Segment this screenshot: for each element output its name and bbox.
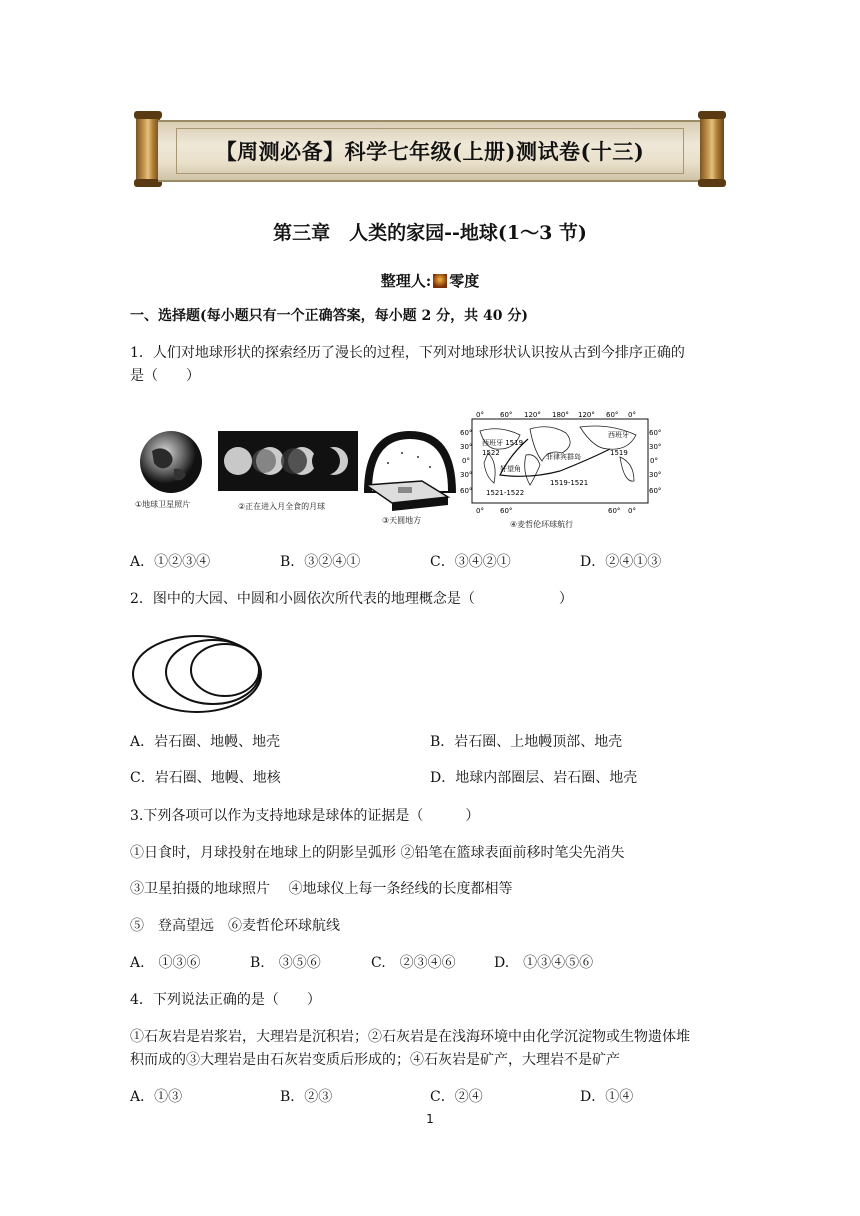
compiler-line [0, 270, 860, 291]
q2-option-a: A．岩石圈、地幔、地壳 [130, 734, 281, 750]
q1-stem-line1: 1．人们对地球形状的探索经历了漫长的过程，下列对地球形状认识按从古到今排序正确的 [130, 345, 685, 361]
q2-option-b: B．岩石圈、上地幔顶部、地壳 [430, 734, 623, 750]
q1-option-d: D．②④①③ [580, 554, 662, 570]
q4-option-c: C．②④ [430, 1089, 483, 1105]
q3-option-b: B. ③⑤⑥ [250, 955, 321, 971]
q1-caption-1: ①地球卫星照片 [135, 500, 191, 509]
svg-text:60°: 60° [460, 487, 473, 495]
svg-text:60°: 60° [500, 507, 513, 515]
page-number: 1 [426, 1112, 434, 1126]
q2-stem: 2．图中的大园、中圆和小圆依次所代表的地理概念是（ ） [130, 591, 573, 607]
svg-text:120°: 120° [524, 411, 541, 419]
compiler-prefix: 整理人: [380, 272, 432, 290]
q3-stem: 3.下列各项可以作为支持地球是球体的证据是（ ） [130, 808, 480, 824]
svg-text:30°: 30° [649, 471, 662, 479]
q2-option-c: C．岩石圈、地幔、地核 [130, 770, 281, 786]
lunar-eclipse-photo [218, 431, 358, 491]
q1-option-b: B．③②④① [280, 554, 361, 570]
q4-line2: 积而成的③大理岩是由石灰岩变质后形成的；④石灰岩是矿产，大理岩不是矿产 [130, 1052, 620, 1068]
svg-text:30°: 30° [460, 471, 473, 479]
svg-text:0°: 0° [476, 411, 484, 419]
q4-option-d: D．①④ [580, 1089, 634, 1105]
q1-option-c: C．③④②① [430, 554, 511, 570]
title-banner [136, 114, 724, 184]
q3-option-a: A. ①③⑥ [130, 955, 201, 971]
section-title: 一、选择题(每小题只有一个正确答案，每小题 2 分，共 40 分) [130, 308, 528, 324]
q4-stem: 4．下列说法正确的是（ ） [130, 992, 321, 1008]
svg-text:菲律宾群岛: 菲律宾群岛 [546, 453, 581, 461]
svg-text:30°: 30° [649, 443, 662, 451]
svg-text:西班牙 1519: 西班牙 1519 [482, 439, 524, 447]
svg-text:0°: 0° [628, 411, 636, 419]
svg-text:60°: 60° [649, 429, 662, 437]
round-sky-square-earth-image [358, 423, 458, 513]
svg-text:180°: 180° [552, 411, 569, 419]
q1-caption-4: ④麦哲伦环球航行 [510, 520, 574, 529]
svg-text:30°: 30° [460, 443, 473, 451]
svg-text:120°: 120° [578, 411, 595, 419]
q1-stem-line2: 是（ ） [130, 368, 200, 384]
svg-text:0°: 0° [462, 457, 470, 465]
svg-text:60°: 60° [500, 411, 513, 419]
svg-text:好望角: 好望角 [500, 465, 521, 473]
svg-text:0°: 0° [476, 507, 484, 515]
compiler-name: 零度 [449, 272, 480, 290]
svg-text:60°: 60° [608, 507, 621, 515]
q3-option-d: D. ①③④⑤⑥ [494, 955, 594, 971]
svg-text:1519: 1519 [610, 449, 628, 457]
magellan-route-map [460, 409, 660, 515]
svg-text:60°: 60° [460, 429, 473, 437]
q4-option-a: A．①③ [130, 1089, 183, 1105]
q1-caption-3: ③天圆地方 [382, 516, 422, 525]
q2-option-d: D．地球内部圈层、岩石圈、地壳 [430, 770, 638, 786]
q1-option-a: A．①②③④ [130, 554, 211, 570]
svg-text:0°: 0° [628, 507, 636, 515]
q3-option-c: C. ②③④⑥ [371, 955, 456, 971]
q4-option-b: B．②③ [280, 1089, 333, 1105]
earth-photo [138, 429, 204, 495]
compiler-logo-icon [433, 274, 447, 288]
svg-text:1519-1521: 1519-1521 [550, 479, 589, 487]
q3-line2: ③卫星拍摄的地球照片 ④地球仪上每一条经线的长度都相等 [130, 881, 513, 897]
q3-line1: ①日食时，月球投射在地球上的阴影呈弧形 ②铅笔在篮球表面前移时笔尖先消失 [130, 845, 625, 861]
svg-text:西班牙: 西班牙 [608, 431, 629, 439]
q1-figure [130, 405, 670, 533]
chapter-title: 第三章 人类的家园--地球(1～3 节) [273, 222, 587, 244]
svg-text:0°: 0° [650, 457, 658, 465]
q1-caption-2: ②正在进入月全食的月球 [238, 502, 326, 511]
q4-line1: ①石灰岩是岩浆岩，大理岩是沉积岩；②石灰岩是在浅海环境中由化学沉淀物或生物遗体堆 [130, 1029, 690, 1045]
svg-text:60°: 60° [649, 487, 662, 495]
svg-text:1522: 1522 [482, 449, 500, 457]
nested-circles-diagram [130, 632, 264, 716]
q3-line3: ⑤ 登高望远 ⑥麦哲伦环球航线 [130, 918, 340, 934]
svg-text:1521-1522: 1521-1522 [486, 489, 525, 497]
svg-text:60°: 60° [606, 411, 619, 419]
banner-title: 【周测必备】科学七年级(上册)测试卷(十三) [215, 139, 645, 164]
